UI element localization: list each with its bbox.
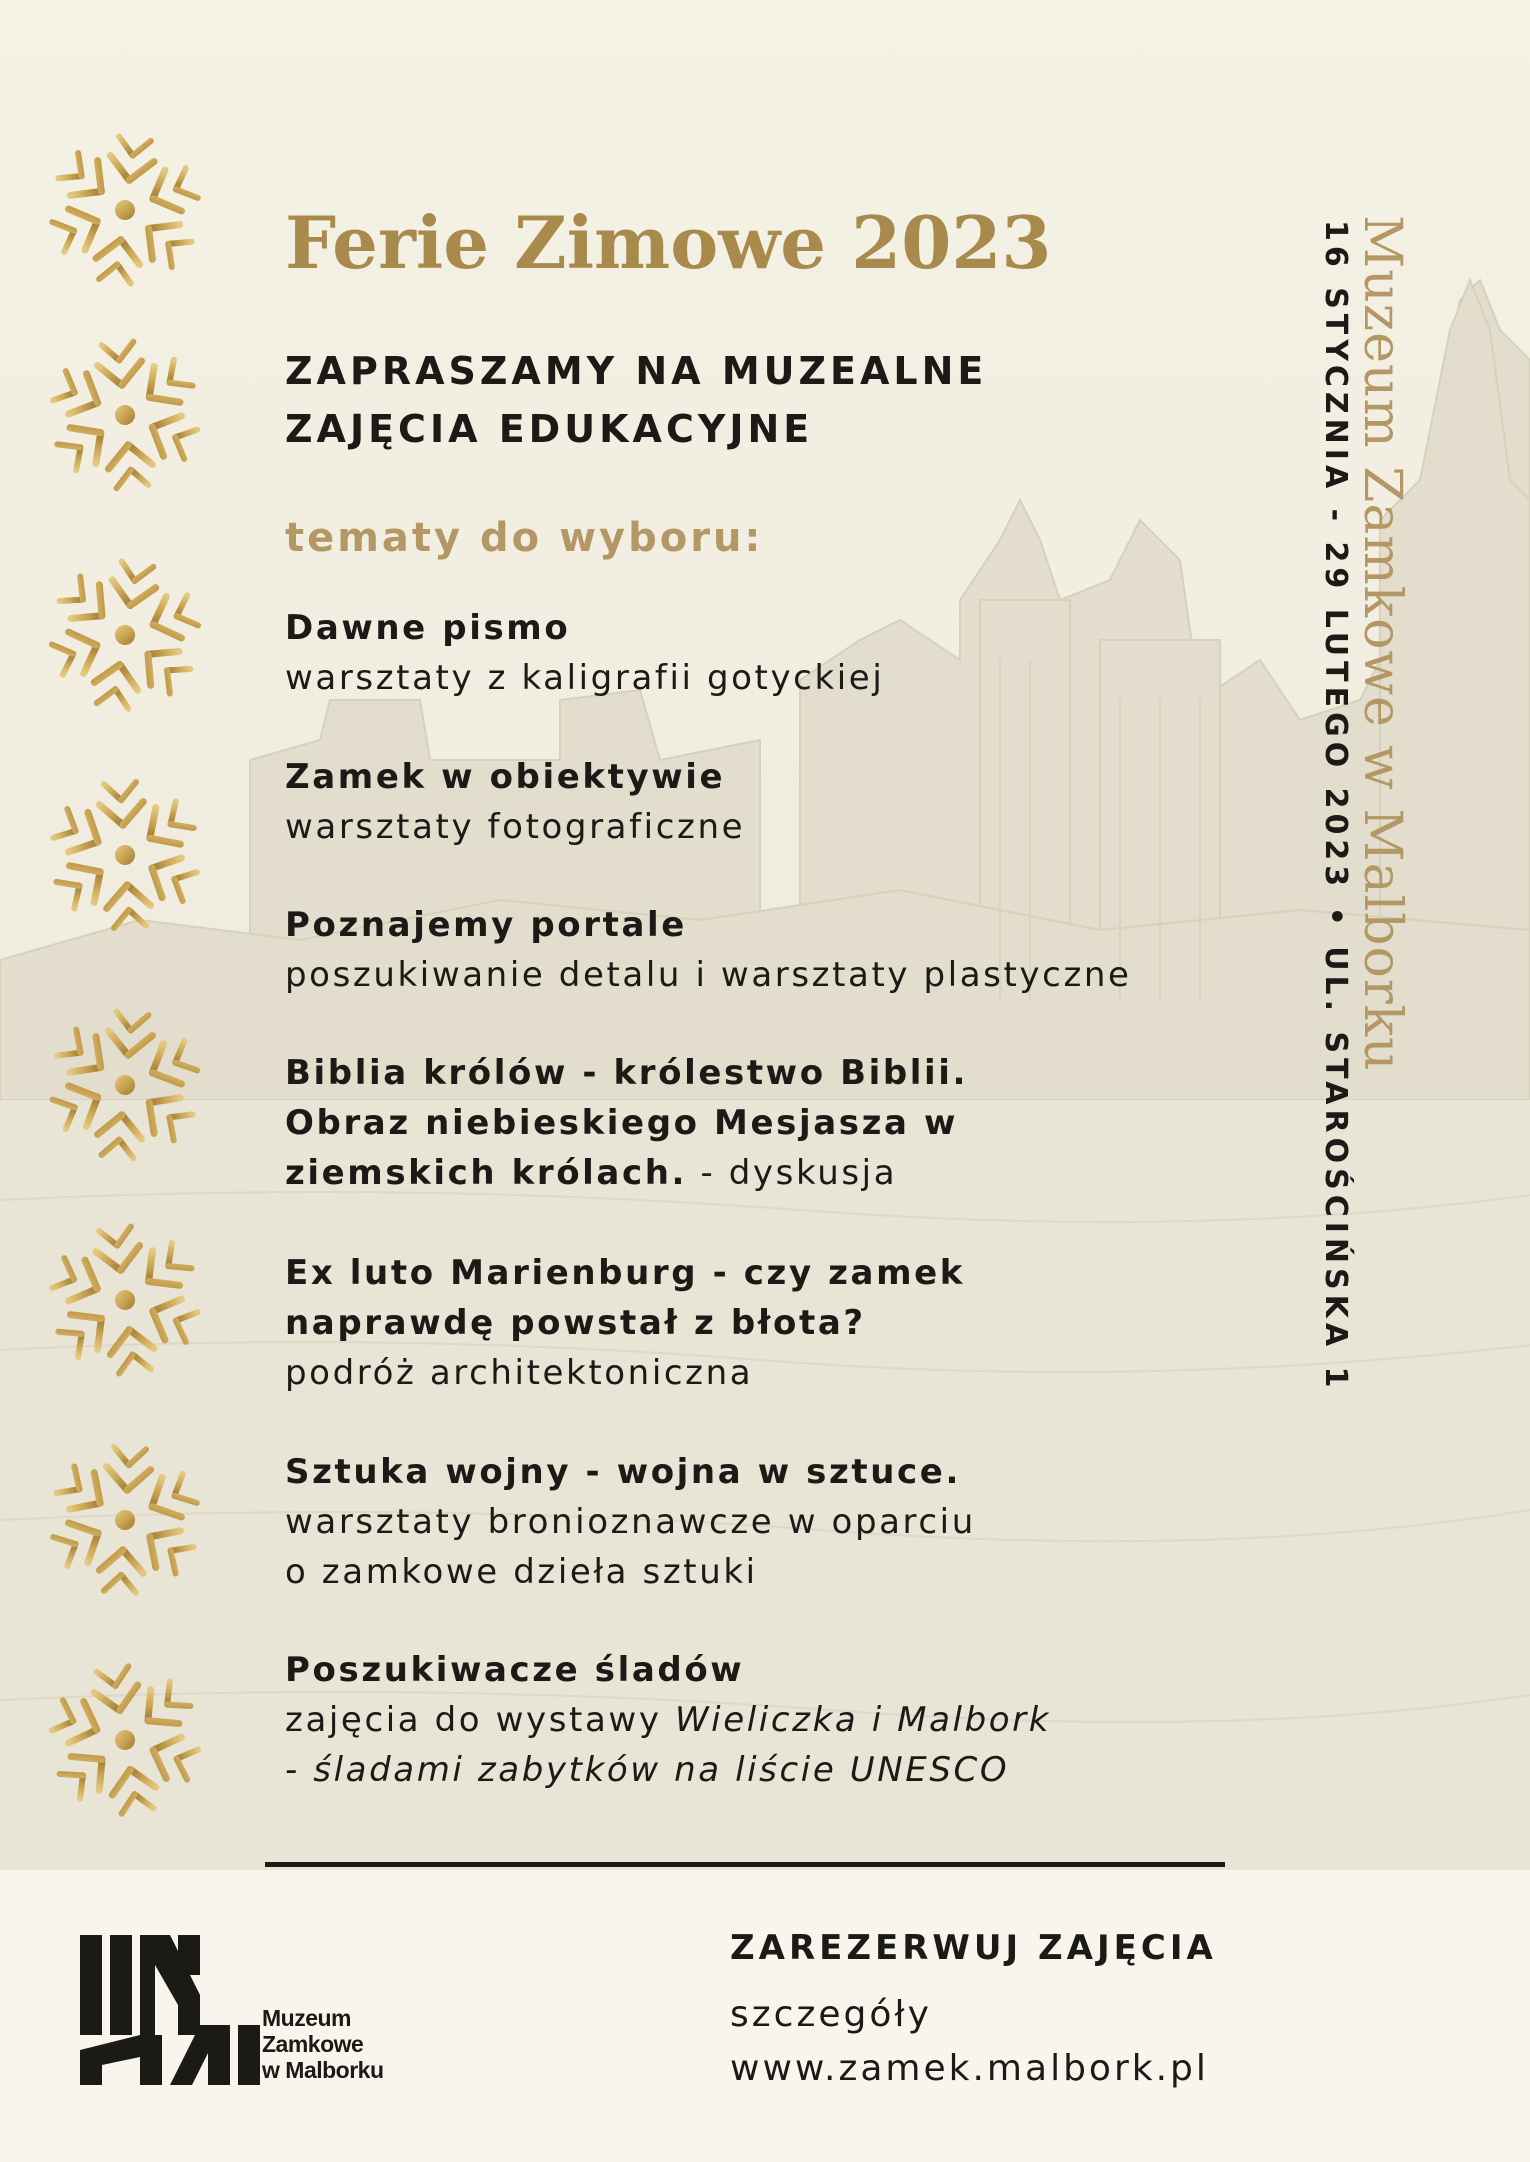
intro-line: ZAJĘCIA EDUKACYJNE (285, 407, 814, 451)
logo-line: Muzeum (262, 2005, 351, 2031)
topic-desc: podróż architektoniczna (285, 1353, 754, 1393)
reserve-heading: ZAREZERWUJ ZAJĘCIA (730, 1928, 1217, 1968)
website-link[interactable]: www.zamek.malbork.pl (730, 2048, 1209, 2089)
exhibition-subtitle: - śladami zabytków na liście UNESCO (285, 1750, 1010, 1790)
snowflake-icon (30, 1425, 220, 1615)
topic-desc: warsztaty fotograficzne (285, 807, 746, 847)
topic-name: Sztuka wojny - wojna w sztuce. (285, 1452, 961, 1492)
topic-name: Poszukiwacze śladów (285, 1650, 745, 1690)
snowflake-icon (30, 115, 220, 305)
logo-line: w Malborku (262, 2057, 384, 2083)
topic-desc: - dyskusja (687, 1153, 898, 1193)
snowflake-icon (30, 1205, 220, 1395)
dates-address-vertical: 16 STYCZNIA - 29 LUTEGO 2023 • UL. STAROŚCIŃSKA 1 (1318, 220, 1353, 1393)
topic-name: Biblia królów - królestwo Biblii. (285, 1053, 969, 1093)
logo-line: Zamkowe (262, 2031, 364, 2057)
snowflake-icon (30, 1645, 220, 1835)
topic-name: ziemskich królach. (285, 1153, 688, 1193)
details-label: szczegóły (730, 1994, 932, 2035)
page-title: Ferie Zimowe 2023 (285, 200, 1052, 285)
topic-item (285, 1248, 1245, 1398)
intro-heading (285, 342, 1185, 458)
snowflake-icon (30, 320, 220, 510)
topic-desc (285, 1695, 1245, 1745)
footer-divider (265, 1862, 1225, 1867)
snowflake-icon (30, 760, 220, 950)
topic-item (285, 1447, 1245, 1597)
snowflake-icon (30, 540, 220, 730)
topic-name: Zamek w obiektywie (285, 757, 726, 797)
topic-desc-text: zajęcia do wystawy (285, 1700, 675, 1740)
details-block (730, 1988, 1209, 2096)
topic-item (285, 1645, 1245, 1795)
topic-desc: warsztaty z kaligrafii gotyckiej (285, 658, 885, 698)
exhibition-title: Wieliczka i Malbork (674, 1700, 1052, 1740)
topic-item (285, 603, 1245, 703)
topics-label: tematy do wyboru: (285, 515, 764, 561)
intro-line: ZAPRASZAMY NA MUZEALNE (285, 349, 988, 393)
topic-name: Dawne pismo (285, 608, 571, 648)
museum-name-vertical: Muzeum Zamkowe w Malborku (1352, 215, 1412, 1072)
topic-desc: poszukiwanie detalu i warsztaty plastyczne (285, 955, 1132, 995)
topic-name: Obraz niebieskiego Mesjasza w (285, 1103, 958, 1143)
topic-name: naprawdę powstał z błota? (285, 1303, 866, 1343)
topic-name: Poznajemy portale (285, 905, 687, 945)
topic-desc: o zamkowe dzieła sztuki (285, 1552, 758, 1592)
topic-item (285, 1048, 1245, 1198)
topic-item (285, 752, 1245, 852)
snowflake-icon (30, 990, 220, 1180)
topic-desc: warsztaty bronioznawcze w oparciu (285, 1502, 976, 1542)
topic-name: Ex luto Marienburg - czy zamek (285, 1253, 965, 1293)
topic-item (285, 900, 1245, 1000)
logo-wordmark (262, 2005, 384, 2083)
